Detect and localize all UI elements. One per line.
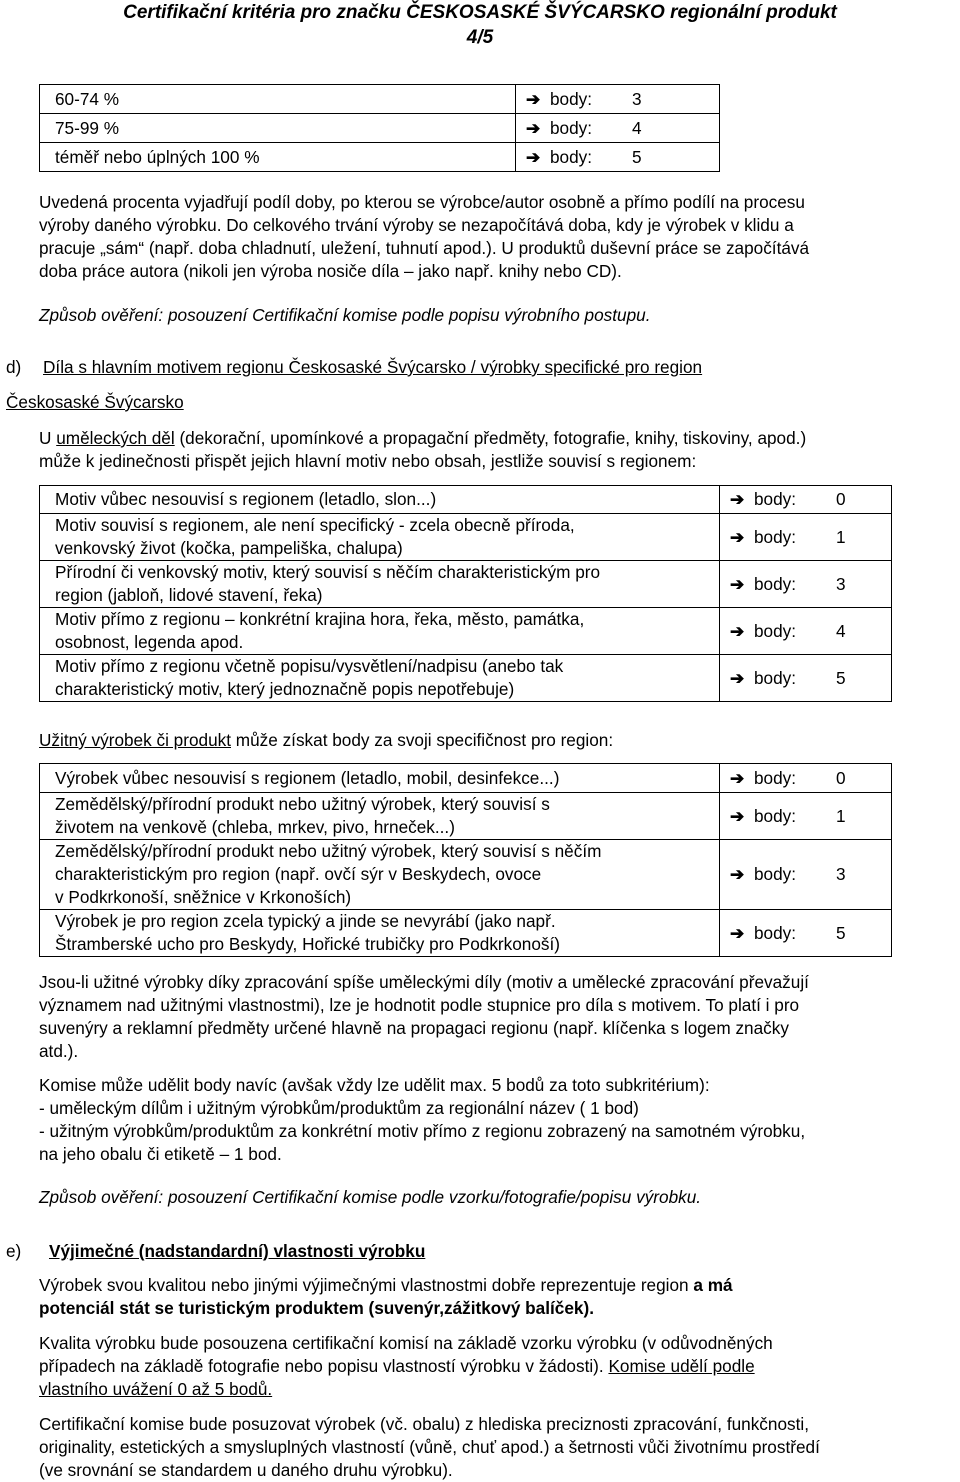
arrow-right-icon: ➔: [730, 768, 745, 788]
table-row: [40, 114, 720, 143]
table-row: [40, 85, 720, 114]
table-row: [40, 655, 892, 702]
row-label: Motiv vůbec nesouvisí s regionem (letadlo, slon...): [40, 486, 720, 514]
arrow-right-icon: ➔: [526, 147, 541, 167]
row-label: 60-74 %: [40, 85, 516, 114]
row-points: ➔ body: 5: [720, 910, 892, 957]
table-row: [40, 514, 892, 561]
arrow-right-icon: ➔: [730, 574, 745, 594]
section-e-title: Výjimečné (nadstandardní) vlastnosti výrobku: [49, 1241, 426, 1261]
table-row: [40, 143, 720, 172]
table-row: [40, 910, 892, 957]
page-number: 4/5: [466, 27, 494, 48]
row-label: Výrobek vůbec nesouvisí s regionem (letadlo, mobil, desinfekce...): [40, 764, 720, 793]
bonus-points-paragraph: Komise může udělit body navíc (avšak vždy lze udělit max. 5 bodů za toto subkritérium): - uměleckým dílům i užitným výrobkům/produktům za regionální název ( 1 bod) - užitným výrobkům/produktům za konkrétní motiv přímo z regionu zobrazený na samotném výrobku, na jeho obalu či etiketě – 1 bod.: [39, 1075, 806, 1164]
section-e-paragraph-1: Výrobek svou kvalitou nebo jinými výjimečnými vlastnostmi dobře reprezentuje region a má potenciál stát se turistickým produktem (suvenýr,zážitkový balíček).: [39, 1275, 733, 1318]
table-row: [40, 840, 892, 910]
useful-product-intro: Užitný výrobek či produkt může získat body za svoji specifičnost pro region:: [39, 730, 614, 750]
section-d-title-continued: Českosaské Švýcarsko: [6, 392, 184, 412]
percent-score-table: [39, 84, 720, 172]
row-label: Motiv přímo z regionu – konkrétní krajina hora, řeka, město, památka, osobnost, legenda apod.: [40, 608, 720, 655]
row-points: ➔ body: 3: [516, 85, 720, 114]
arrow-right-icon: ➔: [526, 118, 541, 138]
page-header-title: Certifikační kritéria pro značku ČESKOSASKÉ ŠVÝCARSKO regionální produkt: [123, 2, 837, 23]
row-label: téměř nebo úplných 100 %: [40, 143, 516, 172]
section-d-intro: U uměleckých děl (dekorační, upomínkové a propagační předměty, fotografie, knihy, tiskoviny, apod.) může k jedinečnosti přispět jejich hlavní motiv nebo obsah, jestliže souvisí s regionem:: [39, 428, 807, 471]
row-label: Motiv přímo z regionu včetně popisu/vysvětlení/nadpisu (anebo tak charakteristický motiv, který jednoznačně popis nepotřebuje): [40, 655, 720, 702]
verification-note-1: Způsob ověření: posouzení Certifikační komise podle popisu výrobního postupu.: [39, 305, 651, 325]
row-points: ➔ body: 1: [720, 793, 892, 840]
row-points: ➔ body: 5: [516, 143, 720, 172]
section-e-paragraph-3: Certifikační komise bude posuzovat výrobek (vč. obalu) z hlediska preciznosti zpracování, funkčnosti, originality, estetických a smysluplných vlastností (vůně, chuť apod.) a šetrnosti vůči životnímu prostředí (ve srovnání se standardem u daného druhu výrobku).: [39, 1414, 820, 1480]
row-label: Přírodní či venkovský motiv, který souvisí s něčím charakteristickým pro region (jabloň, lidové stavení, řeka): [40, 561, 720, 608]
row-points: ➔ body: 0: [720, 486, 892, 514]
row-points: ➔ body: 3: [720, 561, 892, 608]
arrow-right-icon: ➔: [730, 668, 745, 688]
percent-explanation-paragraph: Uvedená procenta vyjadřují podíl doby, po kterou se výrobce/autor osobně a přímo podílí na procesu výroby daného výrobku. Do celkového trvání výroby se nezapočítává doba, kdy je výrobek v klidu a pracuje „sám“ (např. doba chladnutí, uležení, tuhnutí apod.). U produktů duševní práce se započítává doba práce autora (nikoli jen výroba nosiče díla – jako např. knihy nebo CD).: [39, 192, 810, 281]
row-label: Zemědělský/přírodní produkt nebo užitný výrobek, který souvisí s životem na venkově (chleba, mrkev, pivo, hrneček...): [40, 793, 720, 840]
artistic-useful-paragraph: Jsou-li užitné výrobky díky zpracování spíše uměleckými díly (motiv a umělecké zpracování převažují významem nad užitnými vlastnostmi), lze je hodnotit podle stupnice pro díla s motivem. To platí i pro suvenýry a reklamní předměty určené hlavně na propagaci regionu (např. klíčenka s logem značky atd.).: [39, 972, 809, 1061]
arrow-right-icon: ➔: [730, 621, 745, 641]
section-d-title: Díla s hlavním motivem regionu Českosaské Švýcarsko / výrobky specifické pro region: [43, 357, 703, 377]
arrow-right-icon: ➔: [526, 89, 541, 109]
table-row: [40, 764, 892, 793]
row-label: 75-99 %: [40, 114, 516, 143]
row-points: ➔ body: 3: [720, 840, 892, 910]
section-e-paragraph-2: Kvalita výrobku bude posouzena certifikační komisí na základě vzorku výrobku (v odůvodněných případech na základě fotografie nebo popisu vlastností výrobku v žádosti). Komise udělí podle vlastního uvážení 0 až 5 bodů.: [39, 1333, 773, 1399]
table-row: [40, 793, 892, 840]
arrow-right-icon: ➔: [730, 865, 745, 884]
arrow-right-icon: ➔: [730, 806, 745, 826]
useful-product-score-table: [39, 763, 892, 957]
row-points: ➔ body: 5: [720, 655, 892, 702]
section-d-letter: d): [6, 357, 22, 377]
table-row: [40, 561, 892, 608]
table-row: [40, 486, 892, 514]
row-points: ➔ body: 1: [720, 514, 892, 561]
arrow-right-icon: ➔: [730, 490, 745, 509]
table-row: [40, 608, 892, 655]
row-label: Motiv souvisí s regionem, ale není specifický - zcela obecně příroda, venkovský život (kočka, pampeliška, chalupa): [40, 514, 720, 561]
verification-note-2: Způsob ověření: posouzení Certifikační komise podle vzorku/fotografie/popisu výrobku.: [39, 1187, 702, 1207]
section-e-letter: e): [6, 1241, 22, 1261]
row-points: ➔ body: 0: [720, 764, 892, 793]
arrow-right-icon: ➔: [730, 923, 745, 943]
row-label: Zemědělský/přírodní produkt nebo užitný výrobek, který souvisí s něčím charakteristickým pro region (např. ovčí sýr v Beskydech, ovoce v Podkrkonoší, sněžnice v Krkonoších): [40, 840, 720, 910]
row-points: ➔ body: 4: [720, 608, 892, 655]
motif-score-table: [39, 485, 892, 702]
row-label: Výrobek je pro region zcela typický a jinde se nevyrábí (jako např. Štramberské ucho pro Beskydy, Hořické trubičky pro Podkrkonoší): [40, 910, 720, 957]
row-points: ➔ body: 4: [516, 114, 720, 143]
arrow-right-icon: ➔: [730, 527, 745, 547]
